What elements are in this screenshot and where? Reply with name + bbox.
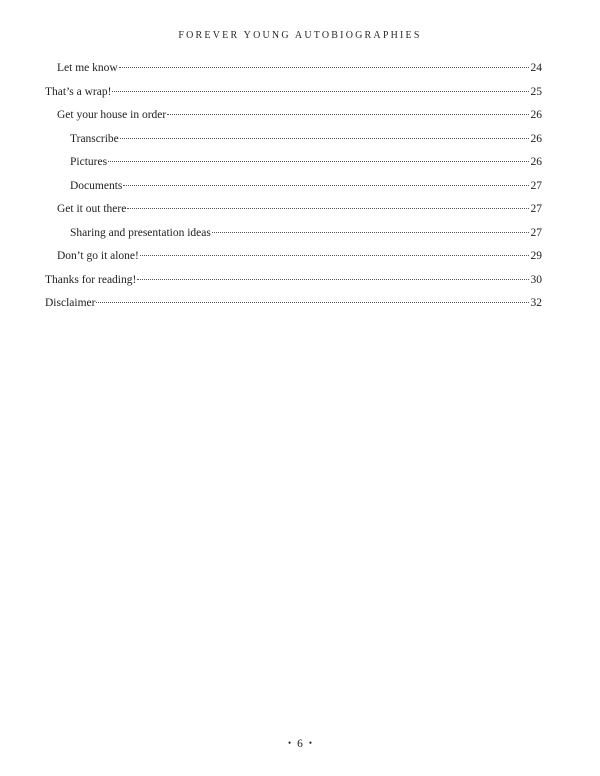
- toc-entry-page: 30: [530, 273, 542, 286]
- bullet-ornament-left: •: [287, 738, 292, 748]
- toc-entry-title: Documents: [70, 179, 123, 192]
- toc-entry-page: 26: [530, 132, 542, 145]
- toc-entry[interactable]: [45, 156, 542, 180]
- toc-entry-page: 24: [530, 62, 542, 74]
- toc-dot-leader: [167, 114, 529, 115]
- toc-dot-leader: [137, 279, 529, 280]
- toc-entry-page: 27: [530, 179, 542, 192]
- toc-entry-page: 26: [530, 156, 542, 168]
- toc-entry-title: Get it out there: [57, 203, 127, 215]
- toc-entry-page: 25: [530, 85, 542, 98]
- toc-dot-leader: [212, 232, 529, 233]
- toc-entry-title: Let me know: [57, 62, 118, 74]
- toc-dot-leader: [120, 138, 529, 139]
- toc-entry[interactable]: [45, 274, 542, 298]
- toc-entry[interactable]: [45, 297, 542, 321]
- toc-entry-title: Get your house in order: [57, 109, 167, 121]
- toc-entry-title: Thanks for reading!: [45, 273, 137, 286]
- toc-dot-leader: [127, 208, 529, 209]
- toc-entry-page: 26: [530, 109, 542, 121]
- toc-entry-title: Transcribe: [70, 132, 119, 145]
- toc-dot-leader: [112, 91, 529, 92]
- toc-entry[interactable]: [45, 180, 542, 204]
- toc-entry-title: That’s a wrap!: [45, 85, 112, 98]
- toc-entry-page: 27: [530, 226, 542, 239]
- running-head: FOREVER YOUNG AUTOBIOGRAPHIES: [178, 30, 422, 41]
- toc-entry-page: 27: [530, 203, 542, 215]
- page-number: 6: [297, 738, 303, 750]
- table-of-contents: [45, 62, 542, 321]
- bullet-ornament-right: •: [308, 738, 313, 748]
- toc-dot-leader: [96, 302, 529, 303]
- toc-entry[interactable]: [45, 250, 542, 274]
- toc-dot-leader: [140, 255, 529, 256]
- toc-entry[interactable]: [45, 109, 542, 133]
- toc-entry-title: Don’t go it alone!: [57, 250, 139, 262]
- toc-entry[interactable]: [45, 86, 542, 110]
- toc-entry[interactable]: [45, 227, 542, 251]
- toc-entry[interactable]: [45, 203, 542, 227]
- toc-entry-title: Sharing and presentation ideas: [70, 226, 211, 239]
- toc-entry-title: Disclaimer: [45, 297, 96, 309]
- toc-entry-title: Pictures: [70, 156, 108, 168]
- toc-entry-page: 29: [530, 250, 542, 262]
- toc-entry-page: 32: [530, 297, 542, 309]
- toc-dot-leader: [108, 161, 529, 162]
- toc-entry[interactable]: [45, 62, 542, 86]
- page-footer: [0, 738, 600, 750]
- toc-entry[interactable]: [45, 133, 542, 157]
- toc-dot-leader: [119, 67, 529, 68]
- toc-dot-leader: [123, 185, 529, 186]
